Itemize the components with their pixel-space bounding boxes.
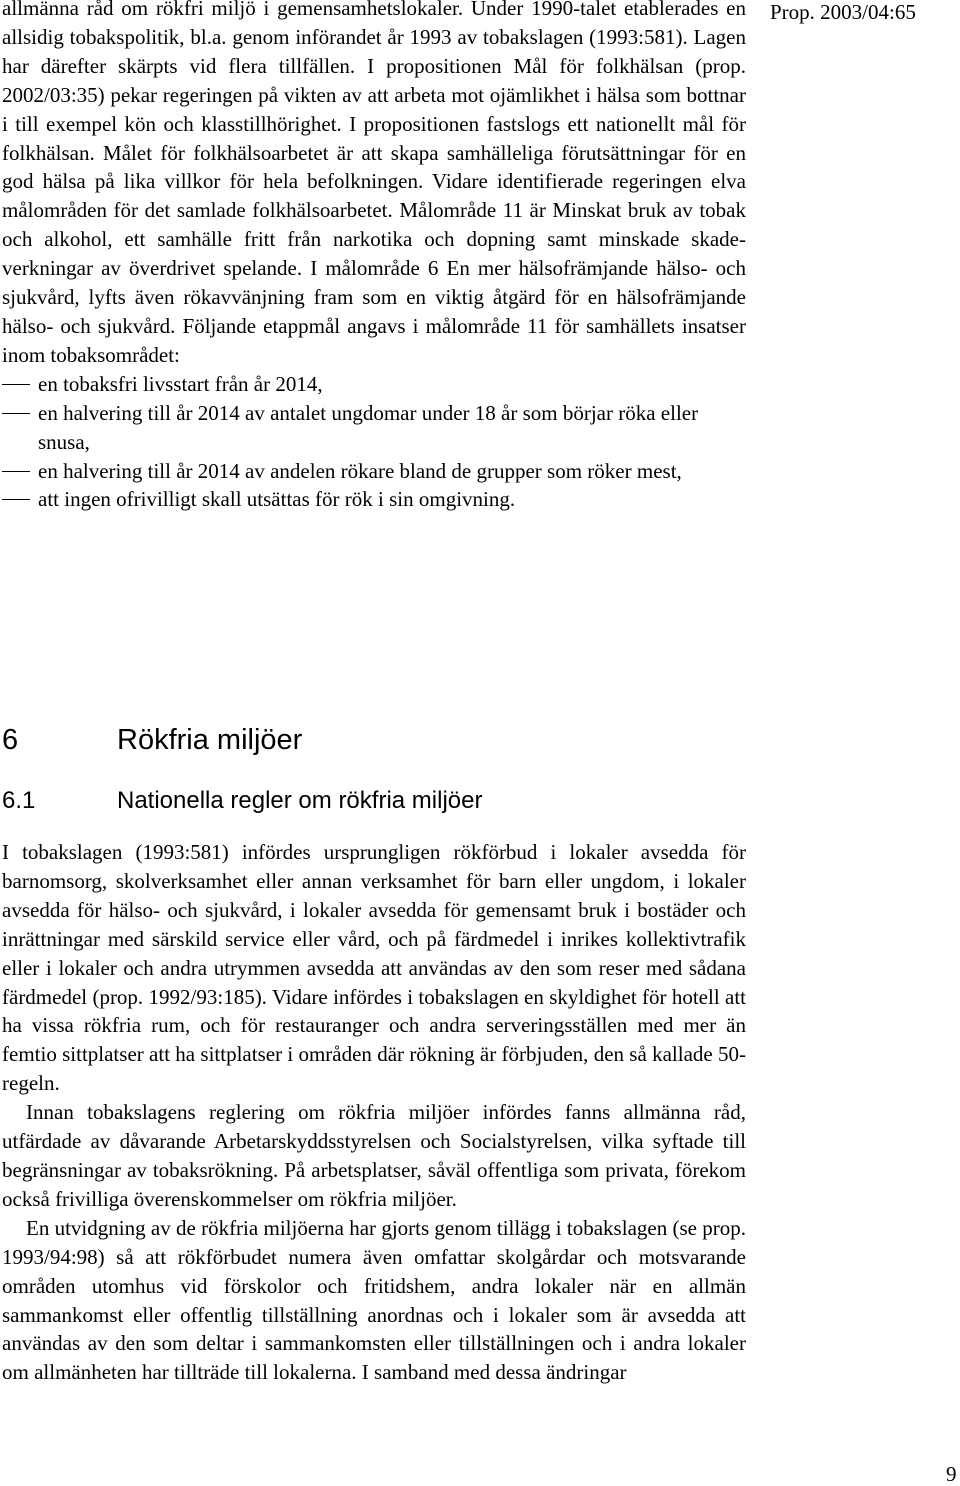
intro-paragraph: allmänna råd om rökfri miljö i gemensamhetslokaler. Under 1990-talet etablerades en allsidig tobakspolitik, bl.a. genom införandet år 1993 av tobakslagen (1993:581). Lagen har därefter skärpts vid flera tillfällen. I propositionen Mål för folkhälsan (prop. 2002/03:35) pekar regeringen på vikten av att arbeta mot ojämlikhet i hälsa som bottnar i till exempel kön och klasstillhörighet. I propositionen fastslogs ett nationellt mål för folkhälsan. Målet för folkhälsoarbetet är att skapa samhälleliga förutsättningar för en god hälsa på lika villkor för hela befolkningen. Vidare identifierade regeringen elva målområden för det samlade folkhälsoarbetet. Målområde 11 är Minskat bruk av tobak och alkohol, ett samhälle fritt från narkotika och dopning samt minskade skadeverkningar av överdrivet spelande. I målområde 6 En mer hälsofrämjande hälso- och sjukvård, lyfts även rökavvänjning fram som en viktig åtgärd för en hälsofrämjande hälso- och sjukvård. Följande etappmål angavs i målområde 11 för samhällets insatser inom tobaksområdet: [2, 0, 746, 367]
goal-item: en halvering till år 2014 av andelen rökare bland de grupper som röker mest, [2, 457, 746, 486]
goal-item: att ingen ofrivilligt skall utsättas för rök i sin omgivning. [2, 485, 746, 514]
goal-item: en halvering till år 2014 av antalet ungdomar under 18 år som börjar röka eller snusa, [2, 399, 746, 457]
top-text-block [2, 0, 746, 514]
subsection-heading [2, 784, 482, 818]
section-title: Rökfria miljöer [117, 724, 303, 756]
section-number: 6 [2, 724, 19, 756]
section-heading [2, 720, 302, 760]
subsection-title: Nationella regler om rökfria miljöer [117, 787, 483, 814]
goal-list [2, 370, 746, 515]
body-paragraph: Innan tobakslagens reglering om rökfria miljöer infördes fanns allmänna råd, utfärdade av dåvarande Arbetarskyddsstyrelsen och Socialstyrelsen, vilka syftade till begränsningar av tobaksrökning. På arbetsplatser, såväl offentliga som privata, förekom också frivilliga överenskommelser om rökfria miljöer. [2, 1100, 746, 1211]
goal-item: en tobaksfri livsstart från år 2014, [2, 370, 746, 399]
proposition-reference: Prop. 2003/04:65 [770, 0, 916, 24]
page-number: 9 [946, 1462, 957, 1486]
section-body [2, 838, 746, 1387]
body-paragraph: I tobakslagen (1993:581) infördes ursprungligen rökförbud i lokaler avsedda för barnomsorg, skolverksamhet eller annan verksamhet för barn eller ungdom, i lokaler avsedda för hälso- och sjukvård, i lokaler avsedda för gemensamt bruk i bostäder och inrättningar med särskild service eller vård, och på färdmedel i inrikes kollektivtrafik eller i lokaler och andra utrymmen avsedda att användas av den som reser med sådana färdmedel (prop. 1992/93:185). Vidare infördes i tobakslagen en skyldighet för hotell att ha vissa rökfria rum, och för restauranger och andra serveringsställen med mer än femtio sittplatser att ha sittplatser i områden där rökning är förbjuden, den så kallade 50-regeln. [2, 840, 746, 1096]
subsection-number: 6.1 [2, 787, 36, 814]
body-paragraph: En utvidgning av de rökfria miljöerna har gjorts genom tillägg i tobakslagen (se prop. 1993/94:98) så att rökförbudet numera även omfattar skolgårdar och motsvarande områden utomhus vid förskolor och fritidshem, andra lokaler när en allmän sammankomst eller offentlig tillställning anordnas och i lokaler som är avsedda att användas av den som deltar i sammankomsten eller tillställningen och i andra lokaler om allmänheten har tillträde till lokalerna. I samband med dessa ändringar [2, 1215, 746, 1385]
